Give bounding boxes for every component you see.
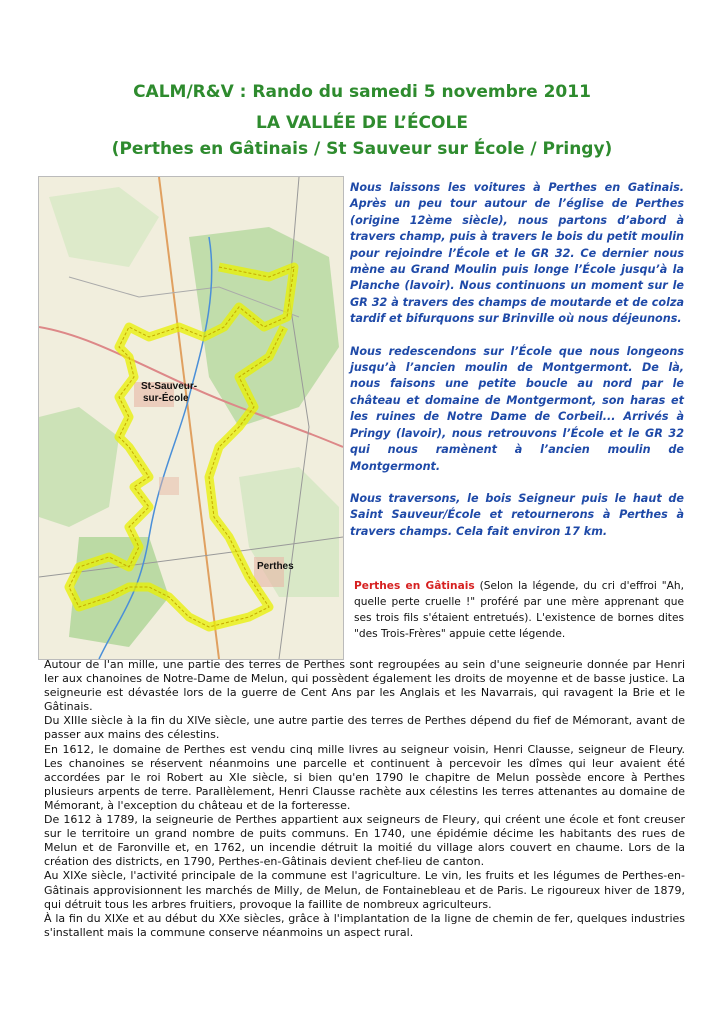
- main-heading: LA VALLÉE DE L’ÉCOLE: [256, 113, 468, 133]
- history-paragraph-5: Au XIXe siècle, l'activité principale de la commune est l'agriculture. Le vin, les fruits et les légumes de Perthes-en-Gâtinais approvisionnent les marchés de Milly, de Melun, de Fontainebleau et de Paris. Le rigoureux hiver de 1879, qui détruit tous les arbres fruitiers, provoque la faillite de nombreux agriculteurs.: [44, 869, 685, 911]
- legend-title: Perthes en Gâtinais: [354, 580, 475, 592]
- map-label-st-sauveur-2: sur-École: [143, 393, 189, 404]
- route-description: [350, 180, 684, 556]
- description-paragraph-1: Nous laissons les voitures à Perthes en Gatinais. Après un peu tour autour de l’église de Perthes (origine 12ème siècle), nous partons d’abord à travers champ, puis à travers le bois du petit moulin pour rejoindre l’École et le GR 32. Ce dernier nous mène au Grand Moulin puis longe l’École jusqu’à la Planche (lavoir). Nous continuons un moment sur le GR 32 à travers des champs de moutarde et de colza tardif et bifurquons sur Brinville où nous déjeunons.: [350, 181, 684, 326]
- history-text: [44, 658, 685, 940]
- history-paragraph-6: À la fin du XIXe et au début du XXe siècles, grâce à l'implantation de la ligne de chemin de fer, quelques industries s'installent mais la commune conserve néanmoins un aspect rural.: [44, 911, 685, 939]
- legend-box: [354, 578, 684, 642]
- description-paragraph-3: Nous traversons, le bois Seigneur puis le haut de Saint Sauveur/École et retournerons à Perthes à travers champs. Cela fait environ 17 km.: [350, 491, 684, 538]
- sub-heading: (Perthes en Gâtinais / St Sauveur sur École / Pringy): [111, 139, 613, 159]
- page-title: CALM/R&V : Rando du samedi 5 novembre 2011: [133, 82, 591, 102]
- description-paragraph-2: Nous redescendons sur l’École que nous longeons jusqu’à l’ancien moulin de Montgermont. De là, nous faisons une petite boucle au nord par le château et domaine de Montgermont, son haras et les ruines de Notre Dame de Corbeil... Arrivés à Pringy (lavoir), nous retrouvons l’École et le GR 32 qui nous ramènent à l’ancien moulin de Montgermont.: [350, 344, 684, 473]
- history-paragraph-4: De 1612 à 1789, la seigneurie de Perthes appartient aux seigneurs de Fleury, qui créent une école et font creuser sur le territoire un grand nombre de puits communs. En 1740, une épidémie décime les habitants des rues de Melun et de Faronville et, en 1762, un incendie détruit la moitié du village alors couvert en chaume. Lors de la création des districts, en 1790, Perthes-en-Gâtinais devient chef-lieu de canton.: [44, 813, 685, 869]
- map-label-st-sauveur: St-Sauveur-: [141, 381, 198, 392]
- history-paragraph-2: Du XIIIe siècle à la fin du XIVe siècle, une autre partie des terres de Perthes dépend du fief de Mémorant, avant de passer aux mains des célestins.: [44, 714, 685, 742]
- route-map: [38, 176, 344, 660]
- legend-text: (Selon la légende, du cri d'effroi "Ah, quelle perte cruelle !" proféré par une mère apprenant que ses trois fils s'étaient entretués). L'existence de bornes dites "des Trois-Frères" appuie cette légende.: [354, 580, 684, 640]
- history-paragraph-3: En 1612, le domaine de Perthes est vendu cinq mille livres au seigneur voisin, Henri Clausse, seigneur de Fleury. Les chanoines se réservent néanmoins une parcelle et continuent à percevoir les dîmes qui leur avaient été accordées par le roi Robert au XIe siècle, si bien qu'en 1790 le chapitre de Melun possède encore à Perthes plusieurs arpents de terre. Parallèlement, Henri Clausse rachète aux célestins les terres attenantes au domaine de Mémorant, à l'exception du château et de la forteresse.: [44, 742, 685, 812]
- history-paragraph-1: Autour de l'an mille, une partie des terres de Perthes sont regroupées au sein d'une seigneurie donnée par Henri Ier aux chanoines de Notre-Dame de Melun, qui possèdent également les droits de moyenne et de basse justice. La seigneurie est dévastée lors de la guerre de Cent Ans par les Anglais et les Navarrais, qui ravagent la Brie et le Gâtinais.: [44, 658, 685, 714]
- map-label-perthes: Perthes: [257, 561, 294, 572]
